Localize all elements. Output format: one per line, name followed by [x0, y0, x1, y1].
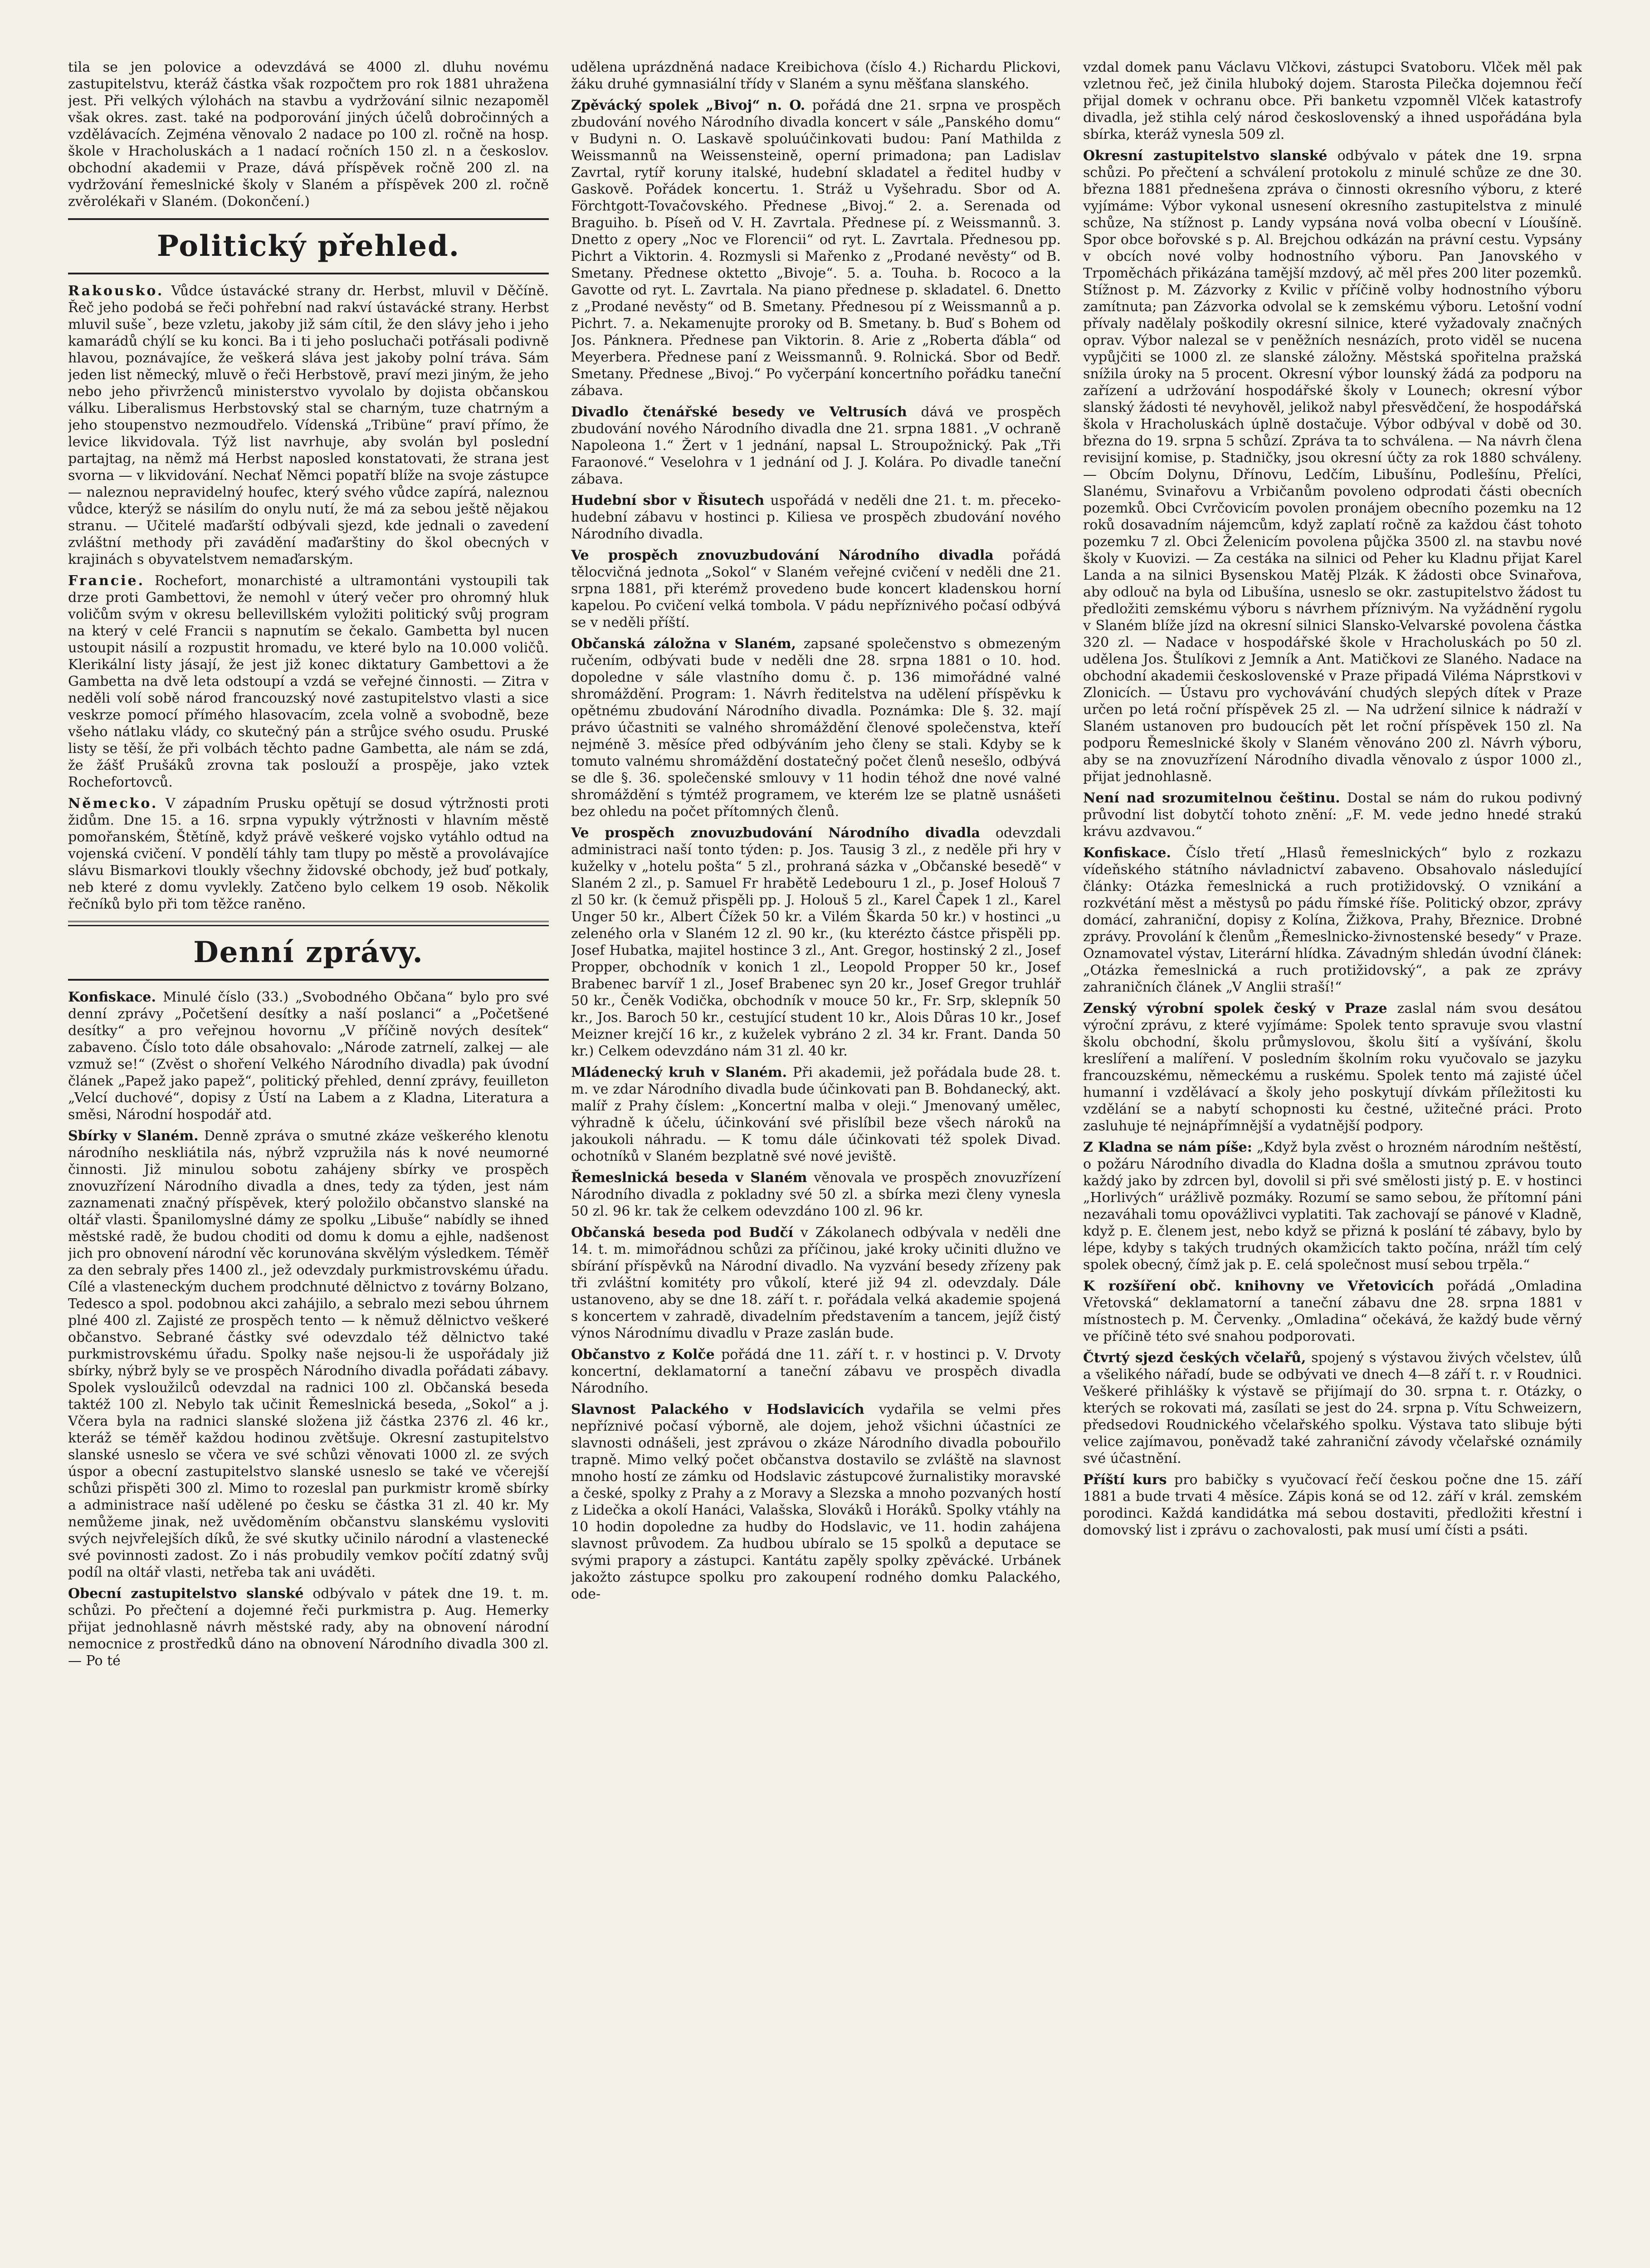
news-item: Příští kurs pro babičky s vyučovací řečí českou počne dne 15. září 1881 a bude trvati 4 měsíce. Zápis koná se od 12. září v král. zemském porodinci. Každá kandidátka má sebou dostaviti, předložiti křestní i domovský list i zprávu o zachovalosti, pak musí umí čísti a psáti. — [1083, 1472, 1582, 1538]
news-item: Občanská záložna v Slaném, zapsané společenstvo s obmezeným ručením, odbývati bude v neděli dne 28. srpna 1881 o 10. hod. dopoledne v sále vlastního domu č. p. 136 mimořádné valné shromáždění. Program: 1. Návrh ředitelstva na udělení příspěvku k opětnému zbudování Národního divadla. Poznámka: Dle §. 32. mají právo účastniti se valného shromáždění členové společenstva, kteří nejméně 3. měsíce před odbýváním jeho členy se stali. Kdyby se k tomuto valnému shromáždění dostatečný počet členů nesešlo, odbývá se dle §. 36. společenské smlouvy v 11 hodin téhož dne nové valné shromáždění s týmtéž programem, ve kterém lze se platně usnášeti bez ohledu na počet přítomných členů. — [571, 636, 1061, 820]
column-3 — [1083, 59, 1582, 2268]
section-heading-politics: Politický přehled. — [156, 229, 460, 263]
politics-france: Francie. Rochefort, monarchisté a ultramontáni vystoupili tak drze proti Gambettovi, že nemohl v úterý večer pro ohromný hluk voličům svým v okresu bellevillském vyložiti politický svůj program na který v celé Francii s napnutím se čekalo. Gambetta byl nucen ustoupit násilí a rozpustit hromadu, ve které bylo na 10.000 voličů. Klerikální listy jásají, že jest již konec diktatury Gambettovi a že Gambetta na dvě leta odstoupí a vzdá se veřejné činnosti. — Zitra v neděli volí sobě národ francouzský nové zastupitelstvo vlasti a sice veskrze pomocí přímého hlasovacím, zcela volně a svobodně, beze všeho nátlaku vlády, co skutečný pán a strůjce svého osudu. Pruské listy se těší, že při volbách těchto padne Gambetta, ale nám se zdá, že žášť Prušáků zrovna tak poslouží a prospěje, jako vztek Rochefortovců. — [68, 573, 549, 790]
news-item: K rozšíření obč. knihovny ve Vřetovicích pořádá „Omladina Vřetovská“ deklamatorní a taneční zábavu dne 28. srpna 1881 v místnostech p. M. Červenky. „Omladina“ očekává, že každý bude věrný ve příčině této své snahou podporovati. — [1083, 1278, 1582, 1344]
news-item: Zenský výrobní spolek český v Praze zaslal nám svou desátou výroční zprávu, z které vyjímáme: Spolek tento spravuje svou vlastní školu obchodní, školu průmyslovou, školu šití a vyšívání, školu kreslíření a malíření. V posledním školním roku vyučovalo se jazyku francouzskému, německému a ruskému. Spolek tento má zajisté účel humanní i vzdělávací a školy jeho poskytují dívkám příležitosti ku vzdělání se a nabytí schopnosti ku čestné, užitečné práci. Proto zasluhuje té nejnápřímnější a vydatnější podpory. — [1083, 1001, 1582, 1134]
news-item: Konfiskace. Číslo třetí „Hlasů řemeslnických“ bylo z rozkazu vídeňského státního návladnictví zabaveno. Obsahovalo následující články: Otázka řemeslnická a ruch protižidovský. O vznikání a rozkvétání měst a městysů po pádu římské říše. Politický obzor, zprávy domácí, zahraniční, dopisy z Kolína, Žižkova, Prahy, Březnice. Drobné zprávy. Provolání k členům „Řemeslnicko-živnostenské besedy“ v Praze. Oznamovatel výstav, Literární hlídka. Závadným shledán úvodní článek: „Otázka řemeslnická a ruch protižidovský“, a pak ze zprávy zahraničních článek „V Anglii straší!“ — [1083, 845, 1582, 995]
news-item: Ve prospěch znovuzbudování Národního divadla pořádá tělocvičná jednota „Sokol“ v Slaném veřejné cvičení v neděli dne 21. srpna 1881, při kterémž provedeno bude koncert kladenskou horní kapelou. Po cvičení velká tombola. V pádu nepříznivého počasí odbývá se v neděli příští. — [571, 547, 1061, 631]
news-item: Okresní zastupitelstvo slanské odbývalo v pátek dne 19. srpna schůzi. Po přečtení a schválení protokolu z minulé schůze ze dne 30. března 1881 přednešena zpráva o činnosti okresního výboru, z které vyjímáme: Výbor vykonal usnesení okresního zastupitelstva z minulé schůze, Na stížnost p. Landy vypsána nová volba obecní v Líoušíně. Spor obce bořovské s p. Al. Brejchou odkázán na právní cestu. Vypsány v obcích nové volby hodnostního výboru. Pan Janovského v Trpoměchách přikázána tamější mzdový, ač měl přes 200 liter pozemků. Stížnost p. M. Zázvorky z Kvilic v příčině volby hodnostního výboru zamítnuta; pan Zázvorka odvolal se k zemskému výboru. Letošní vodní přívaly nadělaly poškodily okresní silnice, které vyžadovaly značných oprav. Výbor nalezal se v peněžních nesnázích, proto viděl se nucena vypůjčiti se 1000 zl. ze slanské záložny. Městská spořitelna pražská snížila úroky na 5 procent. Okresní výbor lounský žádá za podporu na zařízení a udržování hospodářské školy v Lounech; okresní výbor slanský žádosti té nevyhověl, jelikož nabyl přesvědčení, že hospodářská škola v Hracholuskách úplně dostačuje. Výbor odbýval v době od 30. března do 19. srpna 5 schůzí. Zpráva ta to schválena. — Na návrh člena revisijní komise, p. Stadničky, jsou okresní účty za rok 1880 schváleny. — Obcím Dolynu, Dřínovu, Ledčím, Libušínu, Podlešínu, Přelíci, Slanému, Svinařovu a Vrbičanům povoleno odprodati části obecních pozemků. Obci Cvrčovicím povolen pronájem obecního pozemku na 12 roků dosavadním nájemcům, když zaplatí ročně za každou část tohoto pozemku 7 zl. Obci Želenicím povolena půjčka 3500 zl. na stavbu nové školy v Kuovizi. — Za cestáka na silnici od Peher ku Kladnu přijat Karel Landa a na silnici Bysenskou Matěj Plzák. K žádosti obce Svinařova, aby odlouč na byla od Libušína, usneslo se okr. zastupitelstvo žádost tu předložiti zemskému výboru s návrhem příznivým. Na vyžádnění rygolu v Slaném blíže jízd na okresní silnici Slansko-Velvarské povolena částka 320 zl. — Nadace v hospodářské škole v Hracholuskách po 50 zl. udělena Jos. Štulíkovi z Jemník a Ant. Matičkovi ze Slaného. Nadace na obchodní akademii československé v Praze připadá Viléma Náprstkovi v Zlonicích. — Ústavu pro vychovávání chudých slepých dítek v Praze určen po letá roční příspěvek 25 zl. — Na udržení silnice k nádraží v Slaném ustanoven pro budoucích pět let roční příspěvek 150 zl. Na podporu Řemeslnické školy v Slaném věnováno 200 zl. Návrh výboru, aby se na znovuzřízení Národního divadla věnovalo z úspor 1000 zl., přijat jednohlasně. — [1083, 148, 1582, 785]
article-continuation: tila se jen polovice a odevzdává se 4000 zl. dluhu novému zastupitelstvu, kteráž částka však rozpočtem pro rok 1881 uhražena jest. Při velkých výlohách na stavbu a vydržování silnic nezapoměl však okres. zast. také na podporování jiných účelů dobročinných a vzdělávacích. Zejména věnovalo 2 nadace po 100 zl. ročně na hosp. škole v Hracholuskách a 1 nadací ročních 150 zl. n a českoslov. obchodní akademii v Praze, dává příspěvek ročně 200 zl. na vydržování řemeslnické školy v Slaném a příspěvek 200 zl. ročně zvěrolékaři v Slaném. (Dokončení.) — [68, 59, 549, 210]
news-item: Sbírky v Slaném. Denně zpráva o smutné zkáze veškerého klenotu národního neskliátila nás, nýbrž vzpružila nás k nové neumorné činnosti. Již minulou sobotu zahájeny sbírky ve prospěch znovuzřízení Národního divadla a dnes, tedy za týden, jest nám zaznamenati značný příspěvek, který položilo občanstvo slanské na oltář vlasti. Španilomyslné dámy ze spolku „Libuše“ nabídly se ihned městské radě, že budou choditi od domu k domu a ejhle, nadšenost jich pro obnovení národní věc korunována skvělým výsledkem. Téměř za den sebraly přes 1400 zl., jež odevzdaly purkmistrovskému úřadu. Cílé a vlasteneckým duchem prodchnuté dělnictvo z továrny Bolzano, Tedesco a spol. podobnou akci zahájilo, a sebralo mezi sebou úhrnem plné 400 zl. Zajisté ze prospěch tento — k němuž dělnictvo veškeré občanstvo. Sebrané částky své odevzdalo též dělnictvo také purkmistrovskému úřadu. Spolky naše nejsou-li že uspořádaly již sbírky, nýbrž byly se ve prospěch Národního divadla pořádati zábavy. Spolek vysloužilců odevzdal na radnici 100 zl. Občanská beseda taktéž 100 zl. Nebylo tak učinit Řemeslnická beseda, „Sokol“ a j. Včera byla na radnici slanské složena již částka 2376 zl. 46 kr., kteráž se téměř každou hodinou zvětšuje. Okresní zastupitelstvo slanské usneslo se včera ve své schůzi věnovati 1000 zl. ze svých úspor a obecní zastupitelstvo slanské usneslo se také ve včerejší schůzi přispěti 300 zl. Mimo to rozeslal pan purkmistr kromě sbírky a administrace naší udělené po česku se částka 31 zl. 40 kr. My nemůžeme jinak, než uvědoměním občanstvu slanskému vysloviti svých nejvřelejších díků, že své skutky učinilo národní a vlastenecké své povinnosti zadost. Zo i nás probudily vemkov počítí zdatný svůj podíl na oltář vlasti, netřeba tak ani uváděti. — [68, 1128, 549, 1580]
news-item: Divadlo čtenářské besedy ve Veltrusích dává ve prospěch zbudování nového Národního divadla dne 21. srpna 1881. „V ochraně Napoleona 1.“ Žert v 1 jednání, napsal L. Stroupožnický. Pak „Tři Faraonové.“ Veselohra v 1 jednání od J. J. Kolára. Po divadle taneční zábava. — [571, 404, 1061, 487]
newspaper-page — [68, 59, 1582, 2268]
news-item: Konfiskace. Minulé číslo (33.) „Svobodného Občana“ bylo pro své denní zprávy „Početšení desítky a naší poslanci“ a „Početšené desítky“ a pro veřejnou hovornu „V příčině nových desítek“ zabaveno. Číslo toto dále obsahovalo: „Národe zatrnelí, zalkej — ale vzmuž se!“ (Zvěst o shoření Velkého Národního divadla) pak úvodní článek „Papež jako papež“, politický přehled, denní zprávy, feuilleton „Velcí duchové“, dopisy z Ústí na Labem a z Kladna, Literatura a směsi, Národní hospodář atd. — [68, 989, 549, 1123]
section-heading-daily-news: Denní zprávy. — [193, 935, 424, 969]
news-item: Občanská beseda pod Budčí v Zákolanech odbývala v neděli dne 14. t. m. mimořádnou schůzi za příčinou, jaké kroky učiniti dlužno ve sbírání příspěvků na Národní divadlo. Na vyzvání besedy zřízeny pak tři zvláštní komitéty pro vůkolí, které již 94 zl. odevzdaly. Dále ustanoveno, aby se dne 18. září t. r. pořádala velká akademie spojená s koncertem v zahradě, divadelním představením a tancem, jejíž čistý výnos Národnímu divadlu v Praze zaslán bude. — [571, 1225, 1061, 1341]
column-2 — [571, 59, 1061, 2268]
divider — [68, 273, 549, 274]
news-item: Řemeslnická beseda v Slaném věnovala ve prospěch znovuzřízení Národního divadla z pokladny své 50 zl. a sbírka mezi členy vynesla 50 zl. 96 kr. tak že celkem odevzdáno 100 zl. 96 kr. — [571, 1170, 1061, 1219]
divider — [68, 218, 549, 220]
politics-austria: Rakousko. Vůdce ústavácké strany dr. Herbst, mluvil v Děčíně. Řeč jeho podobá se řeči pohřební nad rakví ústavácké strany. Herbst mluvil sušeˇ, beze vzletu, jakoby již sám cítil, že den slávy jeho i jeho kamarádů chýlí se ku konci. Ba i ti jeho posluchači potřásali podivně hlavou, poznávajíce, že veškerá sláva jest jakoby polní tráva. Sám jeden list německý, mluvě o řeči Herbstově, praví mezi jiným, že jeho nebo jeho přivrženců ministerstvo vyvolalo by dojista občanskou válku. Liberalismus Herbstovský stal se charným, tuze chatrným a jeho stoupenstvo nezmoudřelo. Vídenská „Tribüne“ praví přímo, že levice likvidovala. Týž list navrhuje, aby svolán byl poslední partajtag, na němž má Herbst naposled konstatovati, že strana jest svorna — v likvidování. Nechať Němci popatří blíže na svoje zástupce — naleznou nepravidelný houfec, který svého vůdce zapírá, naleznou vůdce, kterýž se násilím do onylu nutí, že má za sebou ještě nějakou stranu. — Učitelé maďarští odbývali sjezd, kde jednali o zavedení zvláštní methody při zavádění maďarštiny do škol obecných v krajinách s obyvatelstvem nemaďarským. — [68, 283, 549, 567]
news-item: Občanstvo z Kolče pořádá dne 11. září t. r. v hostinci p. V. Drvoty koncertní, deklamatorní a taneční zábavu ve prospěch divadla Národního. — [571, 1347, 1061, 1396]
divider — [68, 979, 549, 981]
column-1 — [68, 59, 549, 2268]
news-item: vzdal domek panu Václavu Vlčkovi, zástupci Svatoboru. Vlček měl pak vzletnou řeč, jež činila hluboký dojem. Starosta Pilečka dojemnou řečí přijal domek v ochranu obce. Při banketu vzpomněl Vlček katastrofy divadla, jež stihla celý národ československý a ihned uspořádána byla sbírka, kteráž vynesla 509 zl. — [1083, 59, 1582, 142]
news-item: udělena uprázdněná nadace Kreibichova (číslo 4.) Richardu Plickovi, žáku druhé gymnasiální třídy v Slaném a synu měšťana slanského. — [571, 59, 1061, 92]
news-item: Obecní zastupitelstvo slanské odbývalo v pátek dne 19. t. m. schůzi. Po přečtení a dojemné řeči purkmistra p. Aug. Hemerky přijat jednohlasně návrh městské rady, aby na obnovení národní nemocnice z prostředků dáno na obnovení Národního divadla 300 zl. — Po té — [68, 1586, 549, 1669]
news-item: Slavnost Palackého v Hodslavicích vydařila se velmi přes nepříznivé počasí výborně, ale dojem, jehož všichni účastníci ze slavnosti odnášeli, jest zprávou o zkáze Národního divadla pobouřilo trapně. Mimo velký počet občanstva dostavilo se zvláště na slavnost mnoho hostí ze zámku od Hodslavic zástupcové žurnalistiky moravské a české, spolky z Prahy a z Moravy a Slezska a mnoho pozvaných hostí z Lidečka a okolí Hanáci, Valašska, Slováků i Horáků. Spolky vtáhly na 10 hodin dopoledne za hudby do Hodslavic, ve 11. hodin zahájena slavnost průvodem. Za hudbou ubíralo se 15 spolků a deputace se svými prapory a zástupci. Kantátu zapěly spolky zpěvácké. Urbánek jakožto zástupce spolku pro zakoupení rodného domku Palackého, ode- — [571, 1402, 1061, 1602]
politics-germany: Německo. V západním Prusku opětují se dosud výtržnosti proti židům. Dne 15. a 16. srpna vypukly výtržnosti v hlavním městě pomořanském, Štětíně, když právě veškeré vojsko vytáhlo odtud na vojenská cvičení. V pondělí táhly tam tlupy po městě a provolávajíce slávu Bismarkovi tloukly všechny židovské obchody, jež buď potkaly, neb které z domu vyvlekly. Zatčeno bylo celkem 19 osob. Několik řečníků bylo při tom těžce raněno. — [68, 796, 549, 912]
news-item: Mládenecký kruh v Slaném. Při akademii, jež pořádala bude 28. t. m. ve zdar Národního divadla bude účinkovati pan B. Bohdanecký, akt. malíř z Prahy číslem: „Koncertní malba v oleji.“ Jmenovaný umělec, výhradně k účelu, účinkování své přislíbil beze všech nároků na jakoukoli náhradu. — K tomu dále účinkovati též spolek Divad. ochotníků v Slaném bezplatně své nové jeviště. — [571, 1065, 1061, 1164]
news-item: Z Kladna se nám píše: „Když byla zvěst o hrozném národním neštěstí, o požáru Národního divadla do Kladna došla a smutnou zprávou touto každý jako by zdrcen byl, dovolil si při své smělosti jistý p. E. v hostinci „Horlivých“ urážlivě pozmáky. Rozumí se samo sebou, že přítomní páni nezaváhali tomu opovážlivci vyplatiti. Tak zachovají se pánové v Kladně, když p. E. členem jest, nebo když se přizná k poslání té zábavy, bylo by lépe, kdyby s takých trudných okamžicích takto počína, nrážl tím celý spolek obecný, čímž jak p. E. celá společnost musí sebou trpěla.“ — [1083, 1139, 1582, 1273]
news-item: Hudební sbor v Řisutech uspořádá v neděli dne 21. t. m. přeceko-hudební zábavu v hostinci p. Kiliesa ve prospěch zbudování nového Národního divadla. — [571, 493, 1061, 542]
news-item: Zpěvácký spolek „Bivoj“ n. O. pořádá dne 21. srpna ve prospěch zbudování nového Národního divadla koncert v sále „Panského domu“ v Budyni n. O. Laskavě spoluúčinkovati budou: Paní Mathilda z Weissmannů na Weissensteině, operní primadona; pan Ladislav Zavrtal, rytíř koruny italské, hudební skladatel a ředitel hudby v Gaskově. Pořádek koncertu. 1. Stráž u Vyšehradu. Sbor od A. Förchtgott-Tovačovského. Přednese „Bivoj.“ 2. a. Serenada od Braguiho. b. Píseň od V. H. Zavrtala. Přednese pí. z Weissmannů. 3. Dnetto z opery „Noc ve Florencii“ od ryt. L. Zavrtala. Přednesou pp. Pichrt a Viktorin. 4. Rozmysli si Mařenko z „Prodané nevěsty“ od B. Smetany. Přednese oktetto „Bivoje“. 5. a. Touha. b. Rococo a la Gavotte od ryt. L. Zavrtala. Na piano přednese p. skladatel. 6. Dnetto z „Prodané nevěsty“ od B. Smetany. Přednesou pí z Weissmannů a p. Pichrt. 7. a. Nekamenujte proroky od B. Smetany. b. Buď s Bohem od Jos. Pánknera. Přednese pan Viktorin. 8. Arie z „Roberta ďábla“ od Meyerbera. Přednese paní z Weissmannů. 9. Rolnická. Sbor od Bedř. Smetany. Přednese „Bivoj.“ Po vyčerpání koncertního pořádku taneční zábava. — [571, 98, 1061, 399]
news-item: Čtvrtý sjezd českých včelařů, spojený s výstavou živých včelstev, úlů a všelikého nářadí, bude se odbývati ve dnech 4—8 září t. r. v Roudnici. Veškeré přihlášky k výstavě se přijímají do 30. srpna t. r. Otázky, o kterých se rokovati má, zasílati se jest do 24. srpna p. Vítu Schweizern, předsedovi Roudnického včelařského spolku. Výstava tato slibuje býti velice zajímavou, poněvadž také zahraniční závody včelařské oznámily své účastnění. — [1083, 1350, 1582, 1466]
news-item: Není nad srozumitelnou češtinu. Dostal se nám do rukou podivný průvodní list dobytčí tohoto znění: „F. M. vede jedno hnedé strakú krávu azdvavou.“ — [1083, 790, 1582, 840]
divider — [68, 921, 549, 926]
news-item: Ve prospěch znovuzbudování Národního divadla odevzdali administraci naší tonto týden: p. Jos. Tausig 3 zl., z neděle při hry v kuželky v „hotelu pošta“ 5 zl., prohraná sázka v „Občanské besedě“ v Slaném 2 zl., p. Samuel Fr hrabětě Ledebouru 1 zl., p. Josef Holouš 7 zl 50 kr. (k čemuž přispěli pp. J. Holouš 5 zl., Karel Čapek 1 zl., Karel Unger 50 kr., Albert Čížek 50 kr. a Vilém Škarda 50 kr.) v hostinci „u zeleného orla v Slaném 12 zl. 90 kr., (ku kterézto částce přispěli pp. Josef Hubatka, majitel hostince 3 zl., Ant. Gregor, hostinský 2 zl., Josef Propper, obchodník v konich 1 zl., Leopold Propper 50 kr., Josef Brabenec barvíř 1 zl., Josef Brabenec syn 20 kr., Josef Gregor truhlář 50 kr., Čeněk Vodička, obchodník v mouce 50 kr., Fr. Srp, sklepník 50 kr., Jos. Baroch 50 kr., cestující student 10 kr., Alois Důras 10 kr., Josef Meizner krejčí 16 kr., z kuželek vybráno 2 zl. 34 kr. Frant. Danda 50 kr.) Celkem odevzdáno nám 31 zl. 40 kr. — [571, 825, 1061, 1059]
